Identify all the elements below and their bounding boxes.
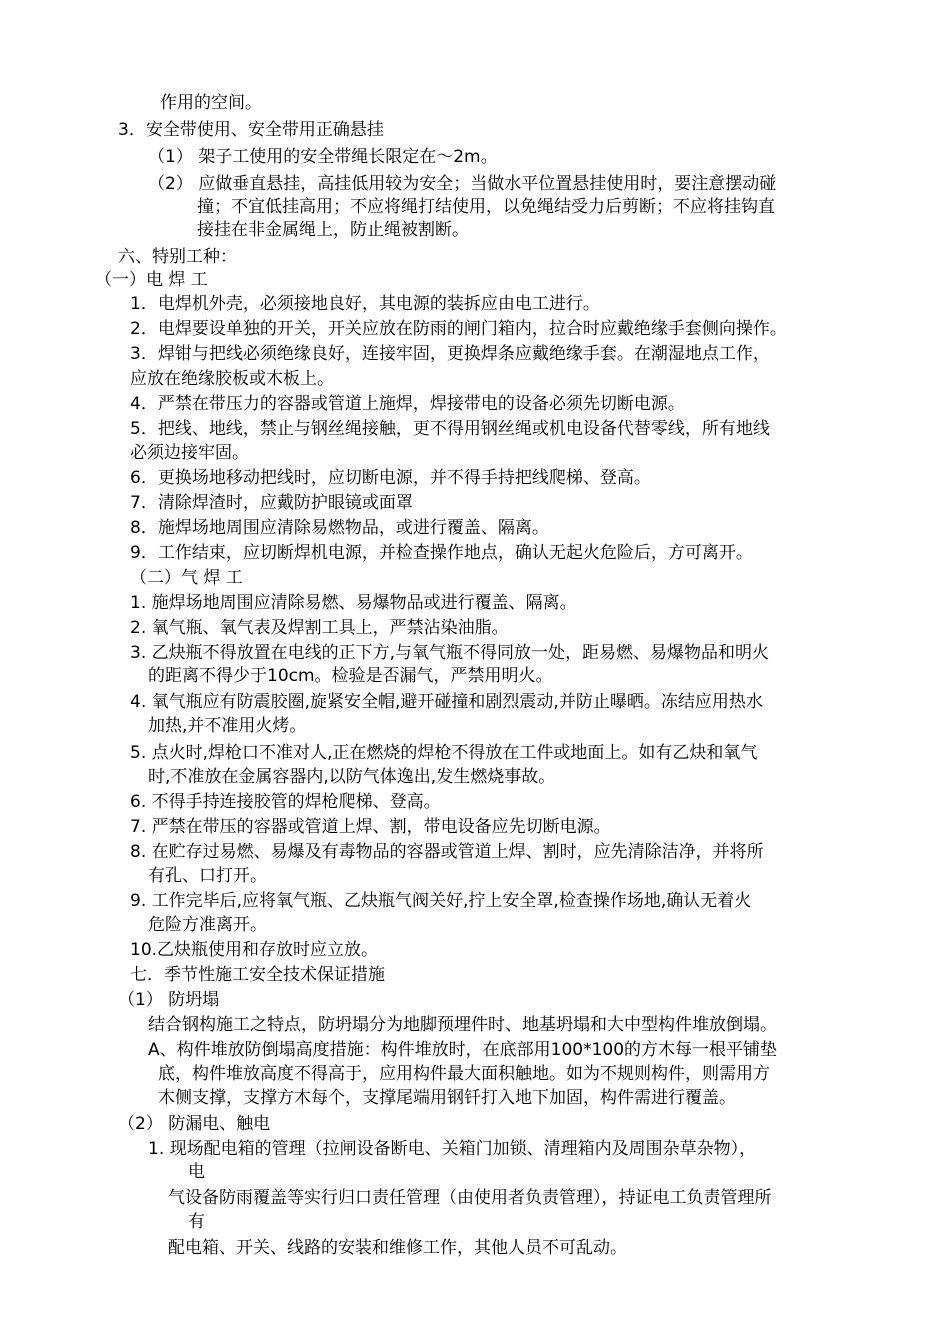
text-line: A、构件堆放防倒塌高度措施：构件堆放时，在底部用100*100的方木每一根平铺垫 (148, 1040, 778, 1060)
text-line: 5．把线、地线，禁止与钢丝绳接触，更不得用钢丝绳或机电设备代替零线，所有地线 (130, 419, 770, 439)
text-line: 作用的空间。 (160, 93, 262, 113)
text-line: （2） 防漏电、触电 (118, 1114, 271, 1134)
text-line: 底，构件堆放高度不得高于，应用构件最大面积触地。如为不规则构件，则需用方 (158, 1064, 770, 1084)
text-line: 9．工作结束，应切断焊机电源，并检查操作地点，确认无起火危险后，方可离开。 (130, 543, 753, 563)
text-line: 有 (188, 1212, 205, 1232)
text-line: 接挂在非金属绳上，防止绳被割断。 (197, 220, 469, 240)
text-line: 4. 氧气瓶应有防震胶圈,旋紧安全帽,避开碰撞和剧烈震动,并防止曝晒。冻结应用热水 (130, 692, 763, 712)
text-line: 气设备防雨覆盖等实行归口责任管理（由使用者负责管理），持证电工负责管理所 (168, 1188, 772, 1208)
text-line: 加热,并不准用火烤。 (148, 716, 307, 736)
text-line: 1．电焊机外壳，必须接地良好，其电源的装拆应由电工进行。 (130, 294, 600, 314)
text-line: 电 (188, 1162, 205, 1182)
text-line: 1. 施焊场地周围应清除易燃、易爆物品或进行覆盖、隔离。 (130, 593, 577, 613)
text-line: 有孔、口打开。 (148, 866, 267, 886)
text-line: 七．季节性施工安全技术保证措施 (130, 965, 385, 985)
text-line: （2） 应做垂直悬挂，高挂低用较为安全；当做水平位置悬挂使用时，要注意摆动碰 (148, 174, 777, 194)
text-line: 应放在绝缘胶板或木板上。 (130, 369, 334, 389)
text-line: 8．施焊场地周围应清除易燃物品，或进行覆盖、隔离。 (130, 518, 549, 538)
text-line: （1） 架子工使用的安全带绳长限定在～2m。 (148, 147, 498, 167)
text-line: 7．清除焊渣时，应戴防护眼镜或面罩 (130, 493, 413, 513)
text-line: 2．电焊要设单独的开关，开关应放在防雨的闸门箱内，拉合时应戴绝缘手套侧向操作。 (130, 319, 787, 339)
text-line: （一）电 焊 工 (95, 270, 208, 290)
text-line: 必须边接牢固。 (130, 443, 249, 463)
text-line: 时,不准放在金属容器内,以防气体逸出,发生燃烧事故。 (148, 767, 556, 787)
text-line: 3．安全带使用、安全带用正确悬挂 (118, 120, 384, 140)
text-line: 结合钢构施工之特点，防坍塌分为地脚预埋件时、地基坍塌和大中型构件堆放倒塌。 (148, 1015, 777, 1035)
text-line: （二）气 焊 工 (130, 568, 243, 588)
text-line: 1. 现场配电箱的管理（拉闸设备断电、关箱门加锁、清理箱内及周围杂草杂物）， (148, 1139, 757, 1159)
text-line: 4．严禁在带压力的容器或管道上施焊，焊接带电的设备必须先切断电源。 (130, 394, 685, 414)
text-line: 2. 氧气瓶、氧气表及焊割工具上，严禁沾染油脂。 (130, 618, 509, 638)
text-line: 8. 在贮存过易燃、易爆及有毒物品的容器或管道上焊、割时，应先清除洁净，并将所 (130, 842, 764, 862)
text-line: 5. 点火时,焊枪口不准对人,正在燃烧的焊枪不得放在工件或地面上。如有乙炔和氧气 (130, 743, 758, 763)
text-line: 六、特别工种： (118, 247, 237, 267)
text-line: 6. 不得手持连接胶管的焊枪爬梯、登高。 (130, 792, 441, 812)
text-line: 7. 严禁在带压的容器或管道上焊、割，带电设备应先切断电源。 (130, 817, 611, 837)
text-line: 6．更换场地移动把线时，应切断电源，并不得手持把线爬梯、登高。 (130, 468, 651, 488)
text-line: 10.乙炔瓶使用和存放时应立放。 (130, 940, 379, 960)
text-line: 3. 乙炔瓶不得放置在电线的正下方,与氧气瓶不得同放一处，距易燃、易爆物品和明火 (130, 643, 770, 663)
text-line: 3．焊钳与把线必须绝缘良好，连接牢固，更换焊条应戴绝缘手套。在潮湿地点工作， (130, 344, 770, 364)
text-line: 配电箱、开关、线路的安装和维修工作，其他人员不可乱动。 (168, 1238, 627, 1258)
text-line: 撞；不宜低挂高用；不应将绳打结使用，以免绳结受力后剪断；不应将挂钩直 (197, 197, 775, 217)
text-line: 的距离不得少于10cm。检验是否漏气，严禁用明火。 (148, 666, 553, 686)
text-line: 木侧支撑，支撑方木每个，支撑尾端用钢钎打入地下加固，构件需进行覆盖。 (158, 1088, 736, 1108)
text-line: 9. 工作完毕后,应将氧气瓶、乙炔瓶气阀关好,拧上安全罩,检查操作场地,确认无着火 (130, 891, 752, 911)
text-line: （1） 防坍塌 (118, 990, 220, 1010)
text-line: 危险方准离开。 (148, 915, 267, 935)
